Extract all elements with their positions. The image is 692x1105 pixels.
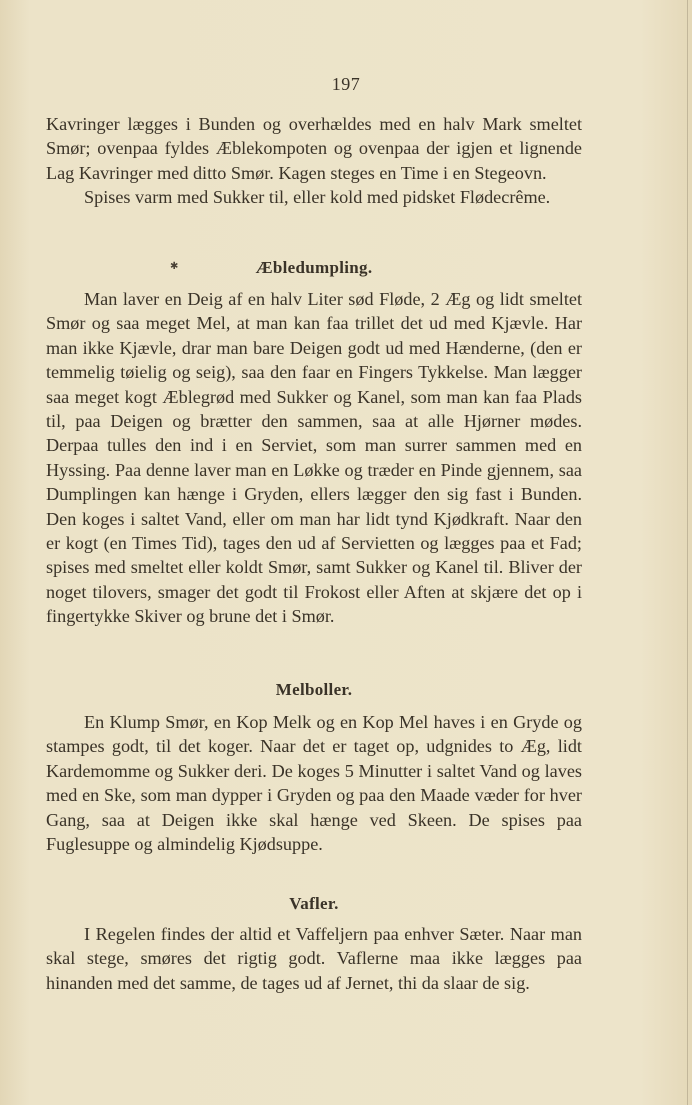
recipe-body-aebledumpling: [46, 287, 582, 629]
page-number: 197: [331, 74, 361, 94]
recipe-body-melboller: [46, 710, 582, 856]
paragraph: I Regelen findes der altid et Vaffeljern paa enhver Sæter. Naar man skal stege, smøres det rigtig godt. Vaflerne maa ikke lægges paa hinanden med det samme, de tages ud af Jernet, thi da slaar de sig.: [46, 924, 582, 993]
paragraph: Spises varm med Sukker til, eller kold med pidsket Flødecrême.: [84, 187, 551, 208]
recipe-title-aebledumpling: Æbledumpling.: [255, 258, 373, 277]
asterisk-ornament: ✱: [170, 261, 179, 272]
recipe-body-vafler: [46, 922, 582, 995]
recipe-title-melboller: Melboller.: [275, 680, 353, 699]
paragraph: En Klump Smør, en Kop Melk og en Kop Mel haves i en Gryde og stampes godt, til det koger. Naar det er taget op, udgnides to Æg, lidt Kardemomme og Sukker deri. De koges 5 Minutter i saltet Vand og laves med en Ske, som man dypper i Gryden og paa den Maade væder for hver Gang, saa at Deigen ikke skal hænge ved Skeen. De spises paa Fuglesuppe og almindelig Kjødsuppe.: [46, 712, 582, 855]
paragraph: Man laver en Deig af en halv Liter sød Fløde, 2 Æg og lidt smeltet Smør og saa meget Mel, at man kan faa trillet det ud med Kjævle. Har man ikke Kjævle, drar man bare Deigen godt ud med Hænderne, (den er temmelig tøielig og seig), saa den faar en Fingers Tykkelse. Man lægger saa meget kogt Æblegrød med Sukker og Kanel, som man kan faa Plads til, paa Deigen og brætter den sammen, saa at alle Hjørner mødes. Derpaa tulles den ind i en Serviet, som man surrer sammen med en Hyssing. Paa denne laver man en Løkke og træder en Pinde gjennem, saa Dumplingen kan hænge i Gryden, ellers lægger den sig fast i Bunden. Den koges i saltet Vand, eller om man har lidt tynd Kjødkraft. Naar den er kogt (en Times Tid), tages den ud af Servietten og lægges paa et Fad; spises med smeltet eller koldt Smør, samt Sukker og Kanel til. Bliver der noget tilovers, smager det godt til Frokost eller Aften at skjære det op i fingertykke Skiver og brune det i Smør.: [46, 289, 582, 627]
paragraph: Kavringer lægges i Bunden og overhældes med en halv Mark smeltet Smør; ovenpaa fyldes Æblekompoten og ovenpaa der igjen et lignende Lag Kavringer med ditto Smør. Kagen steges en Time i en Stegeovn.: [46, 114, 582, 183]
continued-recipe-text: [46, 112, 582, 210]
recipe-title-vafler: Vafler.: [289, 894, 339, 913]
page-edge: [687, 0, 688, 1105]
